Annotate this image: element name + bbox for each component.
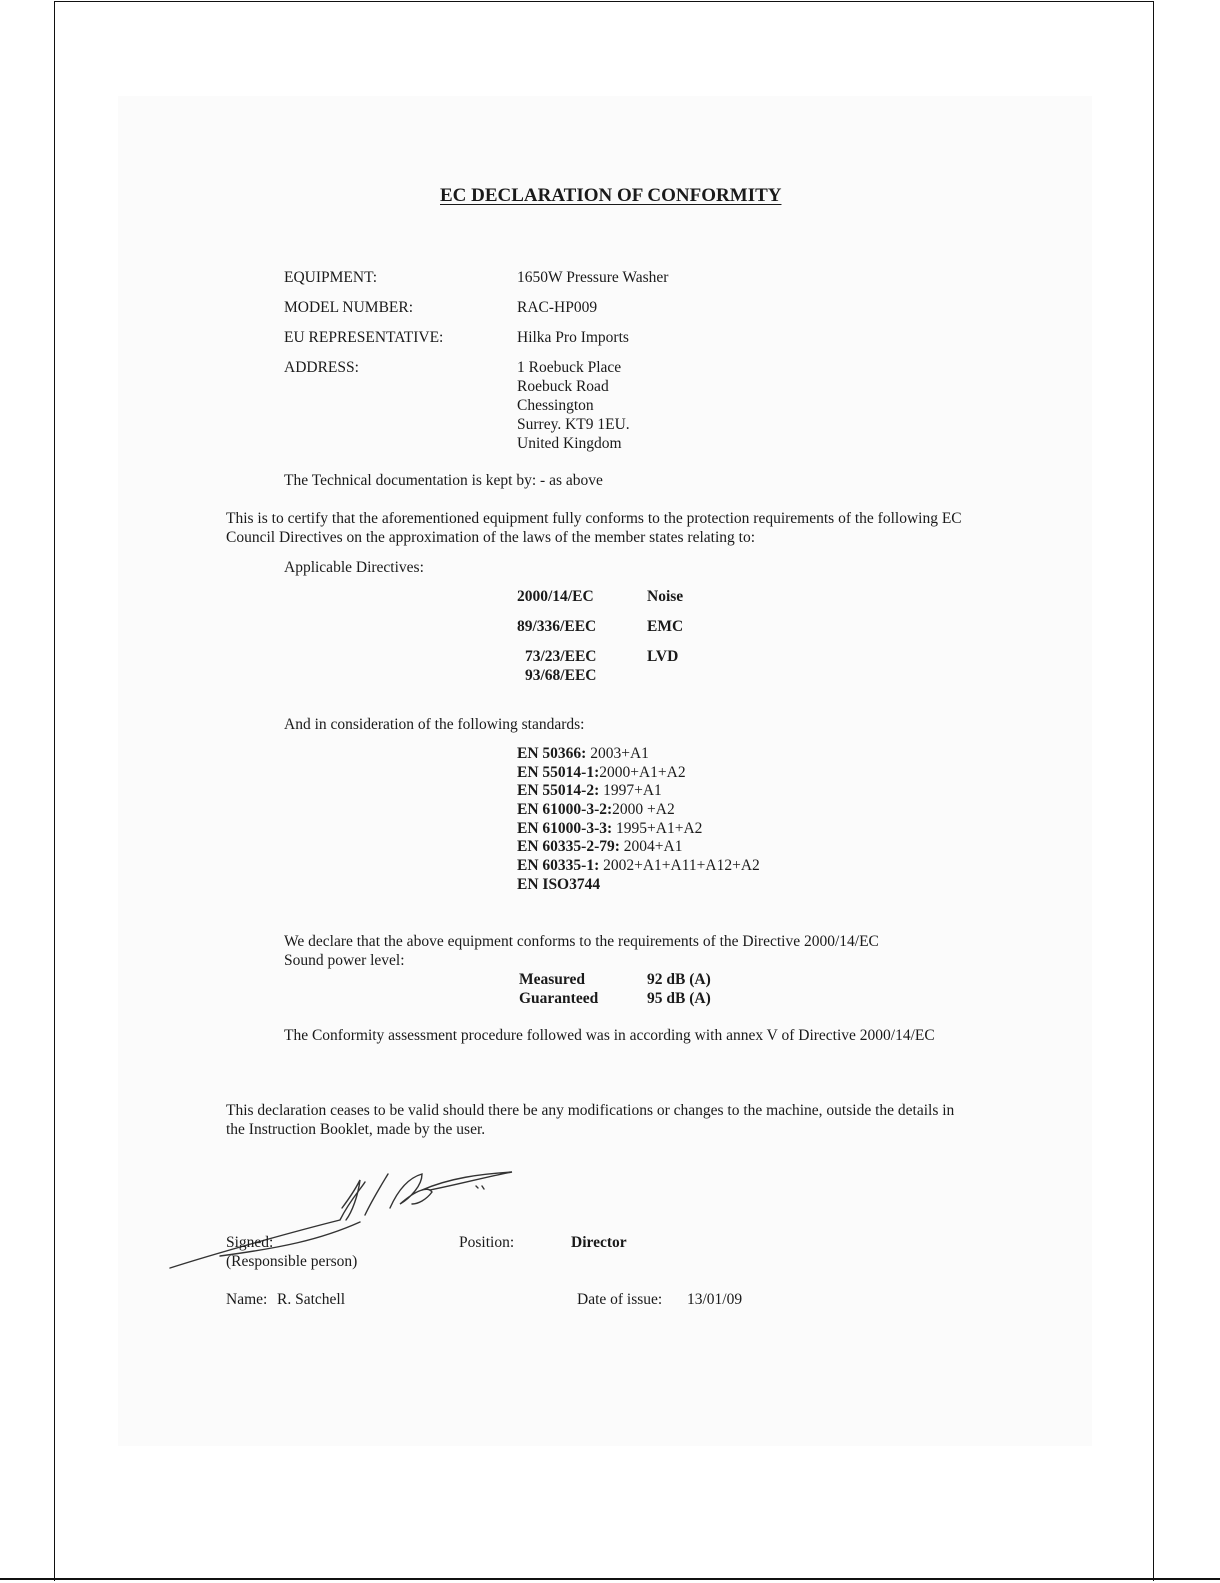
position-label: Position: bbox=[459, 1234, 515, 1251]
directive-name: Noise bbox=[647, 588, 684, 605]
tech-doc-line: The Technical documentation is kept by: - as above bbox=[284, 472, 603, 489]
name-label: Name: bbox=[226, 1291, 268, 1308]
position-value: Director bbox=[571, 1234, 627, 1251]
address-label: ADDRESS: bbox=[284, 359, 359, 376]
address-block bbox=[517, 358, 630, 453]
page-bottom-rule bbox=[0, 1578, 1220, 1580]
standard-item: EN ISO3744 bbox=[517, 875, 601, 893]
standards-heading: And in consideration of the following standards: bbox=[284, 716, 585, 733]
date-value: 13/01/09 bbox=[687, 1291, 743, 1308]
certify-line-2: Council Directives on the approximation of the laws of the member states relating to: bbox=[226, 529, 756, 546]
cease-line-2: the Instruction Booklet, made by the user. bbox=[226, 1121, 486, 1138]
standards-list bbox=[517, 744, 760, 894]
directive-code: 73/23/EEC bbox=[525, 648, 597, 665]
standard-item: EN 55014-2: 1997+A1 bbox=[517, 782, 662, 800]
standard-item: EN 60335-2-79: 2004+A1 bbox=[517, 838, 683, 856]
sound-measured-label: Measured bbox=[519, 971, 586, 988]
name-value: R. Satchell bbox=[277, 1291, 346, 1308]
responsible-person: (Responsible person) bbox=[226, 1253, 358, 1270]
address-line: United Kingdom bbox=[517, 435, 622, 452]
directives-heading: Applicable Directives: bbox=[284, 559, 424, 576]
standard-item: EN 50366: 2003+A1 bbox=[517, 745, 649, 762]
directive-code: 93/68/EEC bbox=[525, 667, 597, 684]
representative-value: Hilka Pro Imports bbox=[517, 329, 629, 346]
address-line: Chessington bbox=[517, 397, 594, 414]
directive-name: LVD bbox=[647, 648, 679, 665]
address-line: Roebuck Road bbox=[517, 378, 609, 395]
address-line: Surrey. KT9 1EU. bbox=[517, 416, 630, 433]
standard-item: EN 61000-3-2:2000 +A2 bbox=[517, 801, 675, 819]
sound-guaranteed-label: Guaranteed bbox=[519, 990, 599, 1007]
model-value: RAC-HP009 bbox=[517, 299, 598, 316]
standard-item: EN 60335-1: 2002+A1+A11+A12+A2 bbox=[517, 857, 760, 875]
date-label: Date of issue: bbox=[577, 1291, 663, 1308]
standard-item: EN 61000-3-3: 1995+A1+A2 bbox=[517, 819, 703, 837]
sound-guaranteed-value: 95 dB (A) bbox=[647, 990, 711, 1007]
address-line: 1 Roebuck Place bbox=[517, 359, 622, 376]
certify-line-1: This is to certify that the aforementioned equipment fully conforms to the protection requirements of the following EC bbox=[226, 510, 962, 527]
equipment-label: EQUIPMENT: bbox=[284, 269, 378, 286]
cease-line-1: This declaration ceases to be valid should there be any modifications or changes to the machine, outside the details in bbox=[226, 1102, 955, 1119]
model-label: MODEL NUMBER: bbox=[284, 299, 414, 316]
sound-measured-value: 92 dB (A) bbox=[647, 971, 711, 988]
document-title: EC DECLARATION OF CONFORMITY bbox=[440, 185, 782, 206]
assessment-line: The Conformity assessment procedure followed was in according with annex V of Directive 2000/14/EC bbox=[284, 1027, 935, 1044]
equipment-value: 1650W Pressure Washer bbox=[517, 269, 669, 286]
directive-name: EMC bbox=[647, 618, 684, 635]
directive-code: 2000/14/EC bbox=[517, 588, 594, 605]
declare-line: We declare that the above equipment conforms to the requirements of the Directive 2000/14/EC bbox=[284, 933, 879, 950]
standard-item: EN 55014-1:2000+A1+A2 bbox=[517, 763, 686, 781]
signed-label: Signed: bbox=[226, 1234, 274, 1251]
sound-label: Sound power level: bbox=[284, 952, 405, 969]
directive-code: 89/336/EEC bbox=[517, 618, 597, 635]
representative-label: EU REPRESENTATIVE: bbox=[284, 329, 444, 346]
